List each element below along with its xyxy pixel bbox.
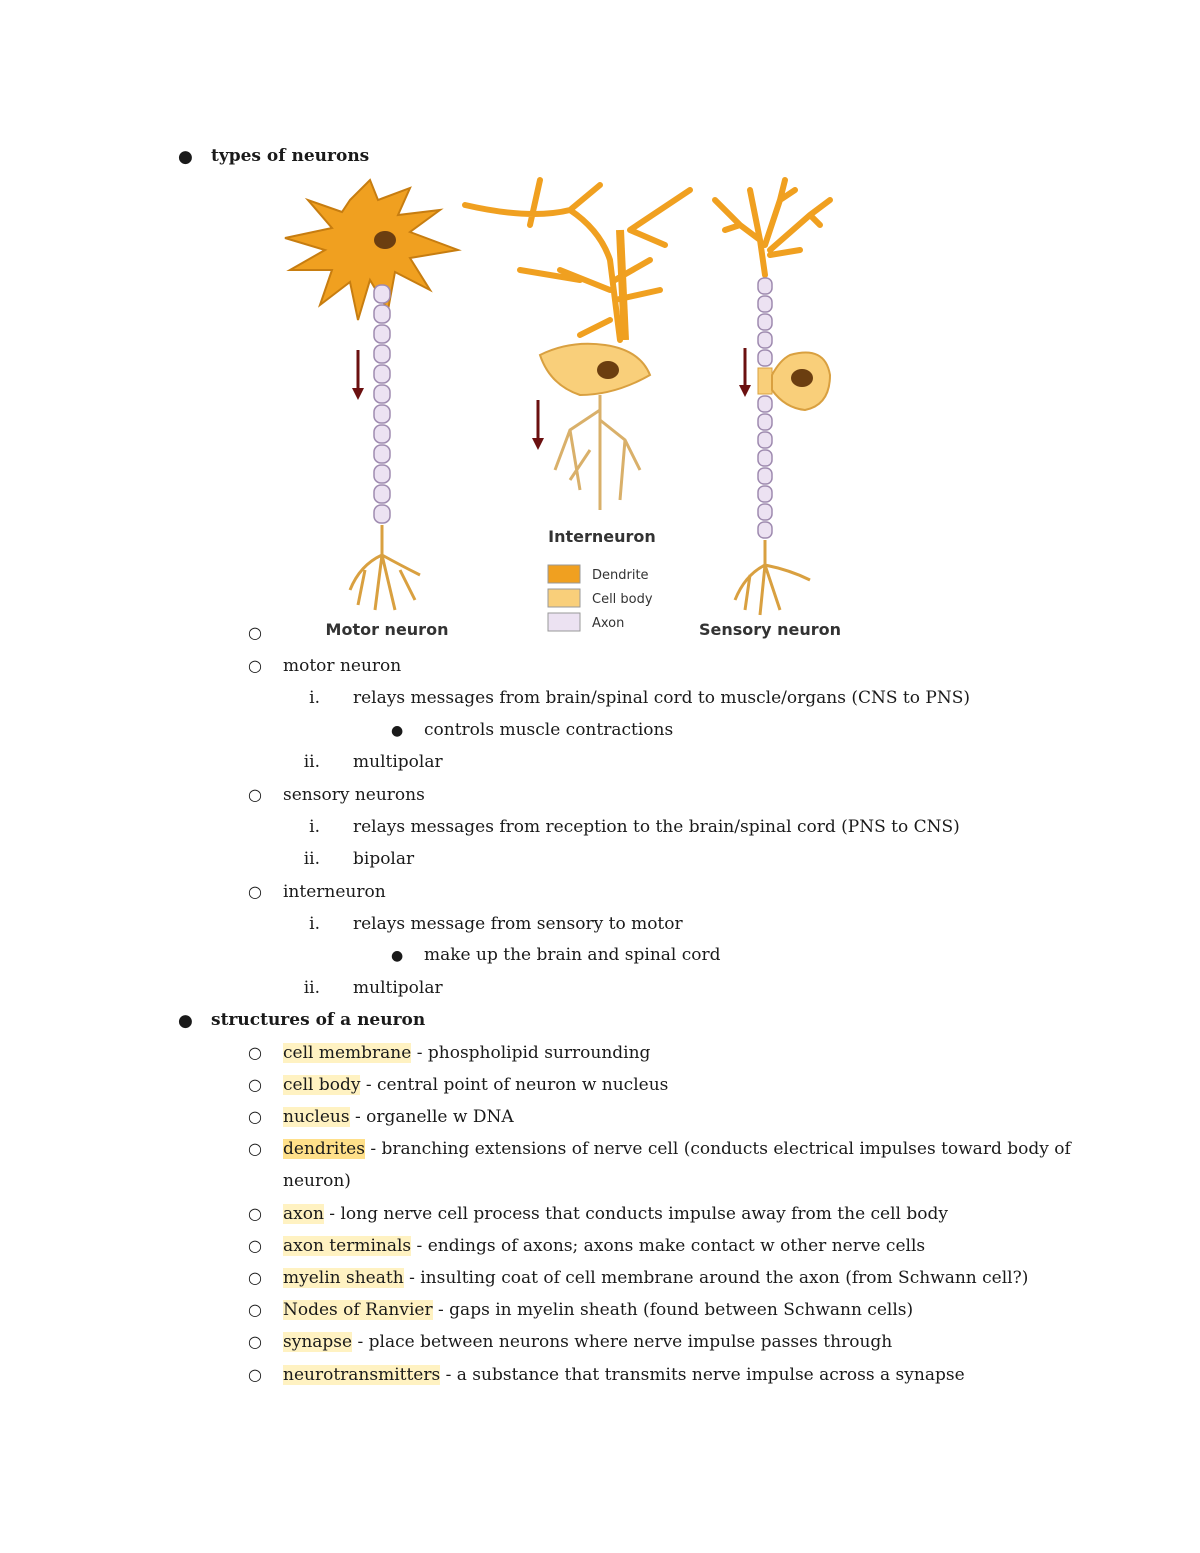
hollow-bullet-icon: ○ xyxy=(248,1332,262,1351)
list-item: multipolar xyxy=(353,752,443,772)
term-highlight: axon xyxy=(283,1204,324,1224)
list-item xyxy=(283,1364,965,1386)
hollow-bullet-icon: ○ xyxy=(248,623,262,642)
legend-label-dendrite: Dendrite xyxy=(592,568,649,583)
term-highlight: myelin sheath xyxy=(283,1268,404,1288)
list-number: ii. xyxy=(303,978,320,998)
list-item: multipolar xyxy=(353,978,443,998)
motor-neuron-title: motor neuron xyxy=(283,656,402,676)
term-highlight: dendrites xyxy=(283,1139,365,1159)
hollow-bullet-icon: ○ xyxy=(248,1268,262,1287)
hollow-bullet-icon: ○ xyxy=(248,882,262,901)
term-definition: - insulting coat of cell membrane around the axon (from Schwann cell?) xyxy=(403,1268,1029,1288)
interneuron-illustration xyxy=(465,180,690,631)
list-item xyxy=(283,1074,668,1096)
list-item xyxy=(283,1331,892,1353)
term-definition: - endings of axons; axons make contact w other nerve cells xyxy=(411,1236,926,1256)
hollow-bullet-icon: ○ xyxy=(248,1107,262,1126)
list-number: i. xyxy=(309,817,320,837)
term-definition: - gaps in myelin sheath (found between Schwann cells) xyxy=(432,1300,914,1320)
legend-swatch-cell-body xyxy=(548,589,580,607)
legend-label-axon: Axon xyxy=(592,616,625,631)
section-heading-structures: structures of a neuron xyxy=(211,1010,426,1030)
term-definition: - long nerve cell process that conducts impulse away from the cell body xyxy=(323,1204,949,1224)
list-item xyxy=(283,1106,514,1128)
term-definition: - organelle w DNA xyxy=(349,1107,514,1127)
term-highlight: Nodes of Ranvier xyxy=(283,1300,433,1320)
hollow-bullet-icon: ○ xyxy=(248,1139,262,1158)
term-definition: - a substance that transmits nerve impulse across a synapse xyxy=(440,1365,965,1385)
list-item: relays messages from brain/spinal cord to muscle/organs (CNS to PNS) xyxy=(353,688,970,708)
term-definition: - branching extensions of nerve cell (conducts electrical impulses toward body of xyxy=(364,1139,1071,1159)
section-heading-types: types of neurons xyxy=(211,146,370,166)
legend-swatch-axon xyxy=(548,613,580,631)
bullet-icon: ● xyxy=(391,948,404,964)
term-highlight: synapse xyxy=(283,1332,353,1352)
sensory-neuron-label: Sensory neuron xyxy=(698,620,842,639)
hollow-bullet-icon: ○ xyxy=(248,1236,262,1255)
list-item: relays message from sensory to motor xyxy=(353,914,683,934)
sensory-neuron-illustration xyxy=(715,180,830,615)
list-item: make up the brain and spinal cord xyxy=(424,945,721,965)
list-item xyxy=(283,1042,650,1064)
term-definition: - phospholipid surrounding xyxy=(411,1043,651,1063)
list-item: bipolar xyxy=(353,849,415,869)
bullet-icon: ● xyxy=(391,723,404,739)
list-item xyxy=(283,1299,913,1321)
list-number: ii. xyxy=(303,752,320,772)
hollow-bullet-icon: ○ xyxy=(248,656,262,675)
term-definition: - place between neurons where nerve impulse passes through xyxy=(352,1332,893,1352)
interneuron-title: interneuron xyxy=(283,882,386,902)
term-highlight: axon terminals xyxy=(283,1236,412,1256)
bullet-icon: ● xyxy=(178,1011,193,1031)
neuron-types-figure xyxy=(270,170,850,650)
list-item xyxy=(283,1235,925,1257)
term-definition-continued: neuron) xyxy=(283,1171,351,1191)
legend-swatch-dendrite xyxy=(548,565,580,583)
motor-neuron-label: Motor neuron xyxy=(325,620,449,639)
hollow-bullet-icon: ○ xyxy=(248,1204,262,1223)
list-item xyxy=(283,1203,948,1225)
list-item xyxy=(283,1138,1071,1160)
list-number: i. xyxy=(309,914,320,934)
legend xyxy=(548,565,653,631)
term-highlight: neurotransmitters xyxy=(283,1365,441,1385)
term-highlight: cell membrane xyxy=(283,1043,412,1063)
term-highlight: nucleus xyxy=(283,1107,350,1127)
hollow-bullet-icon: ○ xyxy=(248,1075,262,1094)
list-number: i. xyxy=(309,688,320,708)
interneuron-label: Interneuron xyxy=(548,527,656,546)
motor-neuron-illustration xyxy=(285,180,458,610)
bullet-icon: ● xyxy=(178,147,193,167)
term-highlight: cell body xyxy=(283,1075,361,1095)
list-number: ii. xyxy=(303,849,320,869)
list-item: controls muscle contractions xyxy=(424,720,674,740)
hollow-bullet-icon: ○ xyxy=(248,1043,262,1062)
hollow-bullet-icon: ○ xyxy=(248,785,262,804)
list-item xyxy=(283,1267,1028,1289)
hollow-bullet-icon: ○ xyxy=(248,1365,262,1384)
list-item: relays messages from reception to the brain/spinal cord (PNS to CNS) xyxy=(353,817,960,837)
hollow-bullet-icon: ○ xyxy=(248,1300,262,1319)
term-definition: - central point of neuron w nucleus xyxy=(360,1075,669,1095)
legend-label-cell-body: Cell body xyxy=(592,592,653,607)
sensory-neuron-title: sensory neurons xyxy=(283,785,425,805)
